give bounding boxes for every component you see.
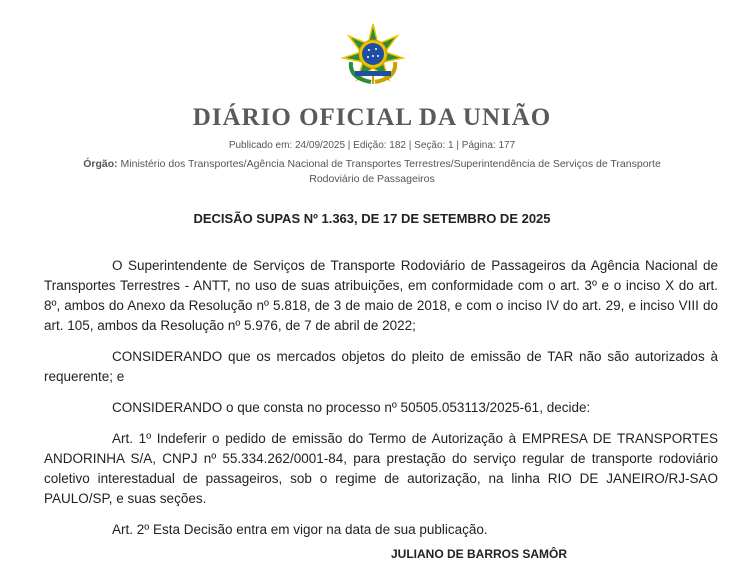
signatory-name: JULIANO DE BARROS SAMÔR — [391, 547, 568, 561]
issuing-agency-label: Órgão: — [83, 158, 118, 170]
issuing-agency-text: Ministério dos Transportes/Agência Nacional de Transportes Terrestres/Superintendência de Serviços de Transporte Rodoviário de Passageiros — [120, 158, 661, 185]
document-body — [44, 256, 718, 551]
paragraph-preamble: O Superintendente de Serviços de Transporte Rodoviário de Passageiros da Agência Nacional de Transportes Terrestres - ANTT, no uso de suas atribuições, em conformidade com o art. 3º e o inciso X do art. 8º, ambos do Anexo da Resolução nº 5.818, de 3 de maio de 2018, e com o inciso IV do art. 29, e inciso VIII do art. 105, ambos da Resolução nº 5.976, de 7 de abril de 2022; — [44, 258, 718, 333]
gazette-title: DIÁRIO OFICIAL DA UNIÃO — [192, 104, 552, 131]
issuing-agency — [60, 157, 684, 187]
document-title: DECISÃO SUPAS Nº 1.363, DE 17 DE SETEMBRO DE 2025 — [193, 211, 551, 226]
brazil-coat-of-arms-icon — [341, 22, 405, 86]
publication-info: Publicado em: 24/09/2025 | Edição: 182 | Seção: 1 | Página: 177 — [228, 140, 516, 151]
paragraph-considerando-2: CONSIDERANDO o que consta no processo nº 50505.053113/2025-61, decide: — [112, 400, 591, 415]
paragraph-considerando-1: CONSIDERANDO que os mercados objetos do pleito de emissão de TAR não são autorizados à requerente; e — [44, 349, 718, 384]
paragraph-article-2: Art. 2º Esta Decisão entra em vigor na data de sua publicação. — [112, 522, 488, 537]
paragraph-article-1: Art. 1º Indeferir o pedido de emissão do Termo de Autorização à EMPRESA DE TRANSPORTES ANDORINHA S/A, CNPJ nº 55.334.262/0001-84, para prestação do serviço regular de transporte rodoviário coletivo interestadual de passageiros, sob o regime de autorização, na linha RIO DE JANEIRO/RJ-SAO PAULO/SP, e suas seções. — [44, 431, 718, 506]
